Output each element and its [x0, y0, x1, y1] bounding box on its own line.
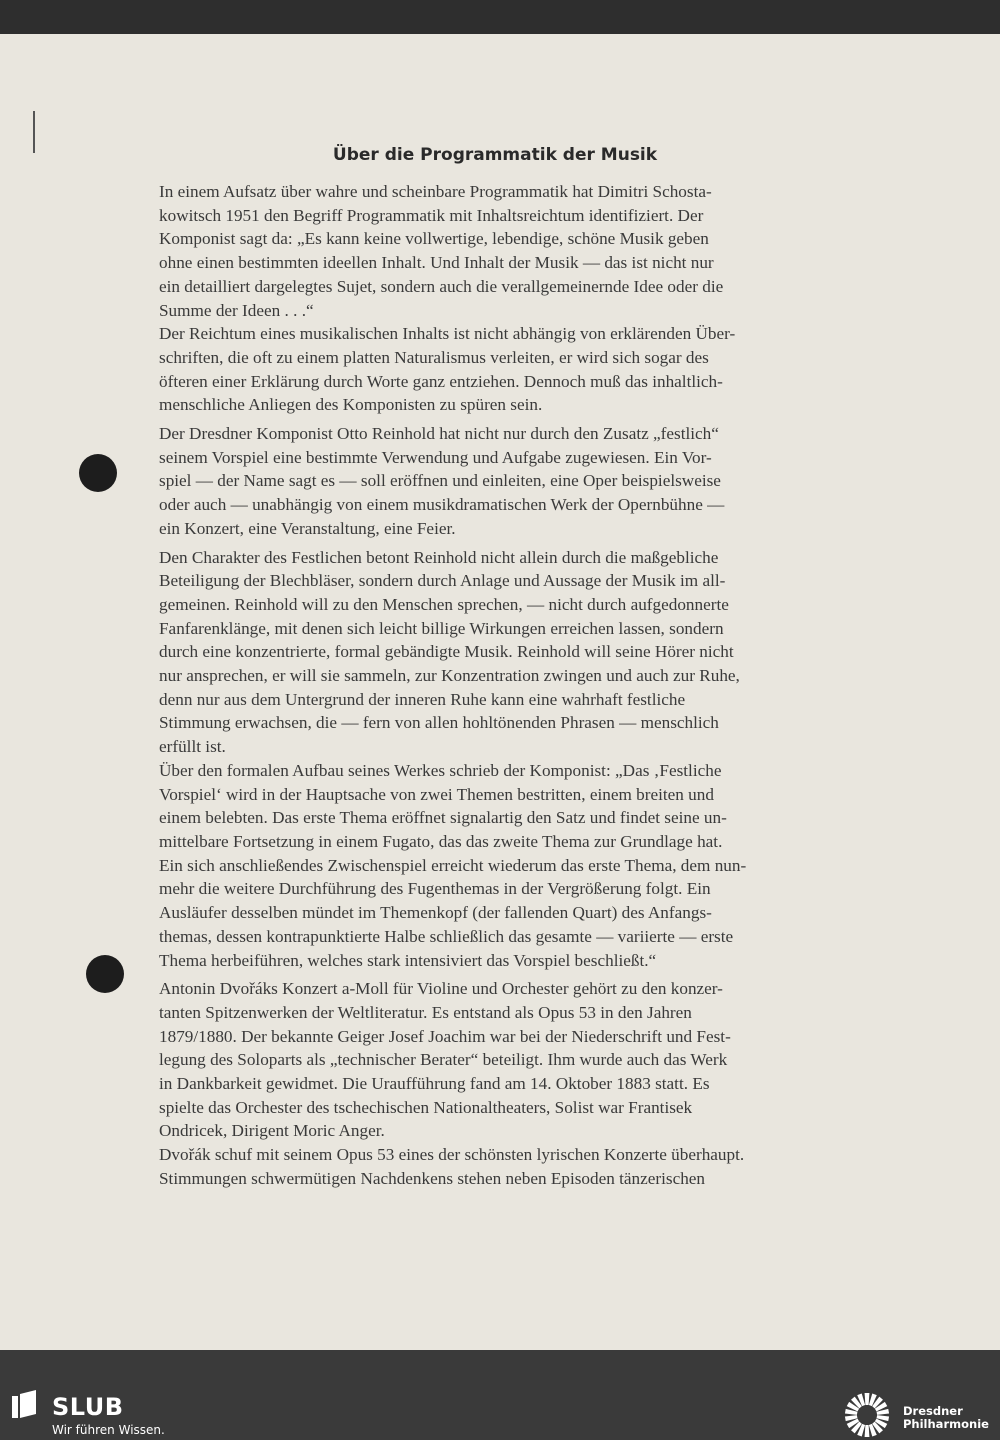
text-line: 1879/1880. Der bekannte Geiger Josef Joachim war bei der Niederschrift und Fest-	[159, 1026, 731, 1046]
paragraph-festlicher-charakter	[159, 546, 835, 759]
text-line: ein detailliert dargelegtes Sujet, sondern auch die verallgemeinernde Idee oder die	[159, 276, 724, 296]
paragraph-schostakowitsch	[159, 180, 835, 322]
paragraph-formaler-aufbau	[159, 759, 835, 972]
text-line: Summe der Ideen . . .“	[159, 300, 314, 320]
text-line: menschliche Anliegen des Komponisten zu spüren sein.	[159, 395, 543, 415]
slub-logo-link[interactable]: SLUB	[52, 1393, 124, 1421]
text-line: spielte das Orchester des tschechischen Nationaltheaters, Solist war Frantisek	[159, 1097, 693, 1117]
page-title: Über die Programmatik der Musik	[332, 145, 658, 165]
text-line: spiel — der Name sagt es — soll eröffnen und einleiten, eine Oper beispielsweise	[159, 471, 721, 491]
text-line: mittelbare Fortsetzung in einem Fugato, das das zweite Thema zur Grundlage hat.	[159, 831, 723, 851]
text-line: Ein sich anschließendes Zwischenspiel erreicht wiederum das erste Thema, dem nun-	[159, 855, 747, 875]
text-line: Stimmungen schwermütigen Nachdenkens stehen neben Episoden tänzerischen	[159, 1168, 706, 1188]
body-text	[159, 180, 835, 1191]
text-line: Antonin Dvořáks Konzert a-Moll für Violine und Orchester gehört zu den konzer-	[159, 979, 723, 999]
text-line: kowitsch 1951 den Begriff Programmatik mit Inhaltsreichtum identifiziert. Der	[159, 205, 704, 225]
text-line: Der Reichtum eines musikalischen Inhalts ist nicht abhängig von erklärenden Über-	[159, 324, 736, 344]
book-icon	[12, 1390, 38, 1418]
text-line: in Dankbarkeit gewidmet. Die Uraufführung fand am 14. Oktober 1883 statt. Es	[159, 1074, 710, 1094]
text-line: Stimmung erwachsen, die — fern von allen hohltönenden Phrasen — menschlich	[159, 713, 719, 733]
text-line: Thema herbeiführen, welches stark intensiviert das Vorspiel beschließt.“	[159, 950, 657, 970]
text-line: einem belebten. Das erste Thema eröffnet signalartig den Satz und findet seine un-	[159, 808, 727, 828]
text-line: Über den formalen Aufbau seines Werkes schrieb der Komponist: „Das ‚Festliche	[159, 760, 722, 780]
text-line: tanten Spitzenwerken der Weltliteratur. Es entstand als Opus 53 in den Jahren	[159, 1002, 692, 1022]
text-line: durch eine konzentrierte, formal gebändigte Musik. Reinhold will seine Hörer nicht	[159, 642, 734, 662]
paragraph-dvorak-konzert	[159, 977, 835, 1143]
text-line: denn nur aus dem Untergrund der inneren Ruhe kann eine wahrhaft festliche	[159, 689, 686, 709]
text-line: oder auch — unabhängig von einem musikdramatischen Werk der Opernbühne —	[159, 495, 725, 515]
text-line: In einem Aufsatz über wahre und scheinbare Programmatik hat Dimitri Schosta-	[159, 182, 712, 201]
text-line: themas, dessen kontrapunktierte Halbe schließlich das gesamte — variierte — erste	[159, 926, 734, 946]
text-line: öfteren einer Erklärung durch Worte ganz entziehen. Dennoch muß das inhaltlich-	[159, 371, 723, 391]
text-line: mehr die weitere Durchführung des Fugenthemas in der Vergrößerung folgt. Ein	[159, 879, 711, 899]
text-line: Den Charakter des Festlichen betont Reinhold nicht allein durch die maßgebliche	[159, 547, 719, 567]
scan-top-border	[0, 0, 1000, 34]
slub-slogan: Wir führen Wissen.	[52, 1423, 165, 1437]
text-line: gemeinen. Reinhold will zu den Menschen sprechen, — nicht durch aufgedonnerte	[159, 594, 729, 614]
text-line: nur ansprechen, er will sie sammeln, zur Konzentration zwingen und auch zur Ruhe,	[159, 666, 740, 686]
partner-logo-line2[interactable]: Philharmonie	[903, 1417, 989, 1431]
text-line: Der Dresdner Komponist Otto Reinhold hat nicht nur durch den Zusatz „festlich“	[159, 424, 719, 444]
text-line: Beteiligung der Blechbläser, sondern durch Anlage und Aussage der Musik im all-	[159, 571, 726, 591]
text-line: Ausläufer desselben mündet im Themenkopf (der fallenden Quart) des Anfangs-	[159, 903, 712, 923]
text-line: Dvořák schuf mit seinem Opus 53 eines der schönsten lyrischen Konzerte überhaupt.	[159, 1145, 745, 1165]
text-line: Ondricek, Dirigent Moric Anger.	[159, 1121, 385, 1141]
text-line: ein Konzert, eine Veranstaltung, eine Feier.	[159, 518, 456, 538]
sunburst-logo-icon	[842, 1390, 892, 1440]
text-line: schriften, die oft zu einem platten Naturalismus verleiten, er wird sich sogar des	[159, 347, 709, 367]
text-line: erfüllt ist.	[159, 737, 226, 757]
text-line: legung des Soloparts als „technischer Berater“ beteiligt. Ihm wurde auch das Werk	[159, 1050, 728, 1070]
footer-bar	[0, 1350, 1000, 1439]
text-line: Fanfarenklänge, mit denen sich leicht billige Wirkungen erreichen lassen, sondern	[159, 618, 724, 638]
text-line: Komponist sagt da: „Es kann keine vollwertige, lebendige, schöne Musik geben	[159, 229, 709, 249]
punch-hole-upper	[79, 454, 117, 492]
paragraph-dvorak-opus	[159, 1143, 835, 1190]
paragraph-reichtum	[159, 322, 835, 417]
text-line: seinem Vorspiel eine bestimmte Verwendung und Aufgabe zugewiesen. Ein Vor-	[159, 447, 712, 467]
text-line: Vorspiel‘ wird in der Hauptsache von zwei Themen bestritten, einem breiten und	[159, 784, 714, 804]
punch-hole-lower	[86, 955, 124, 993]
text-line: ohne einen bestimmten ideellen Inhalt. Und Inhalt der Musik — das ist nicht nur	[159, 253, 714, 273]
partner-logo-line1[interactable]: Dresdner	[903, 1404, 963, 1418]
paragraph-reinhold-vorspiel	[159, 422, 835, 541]
